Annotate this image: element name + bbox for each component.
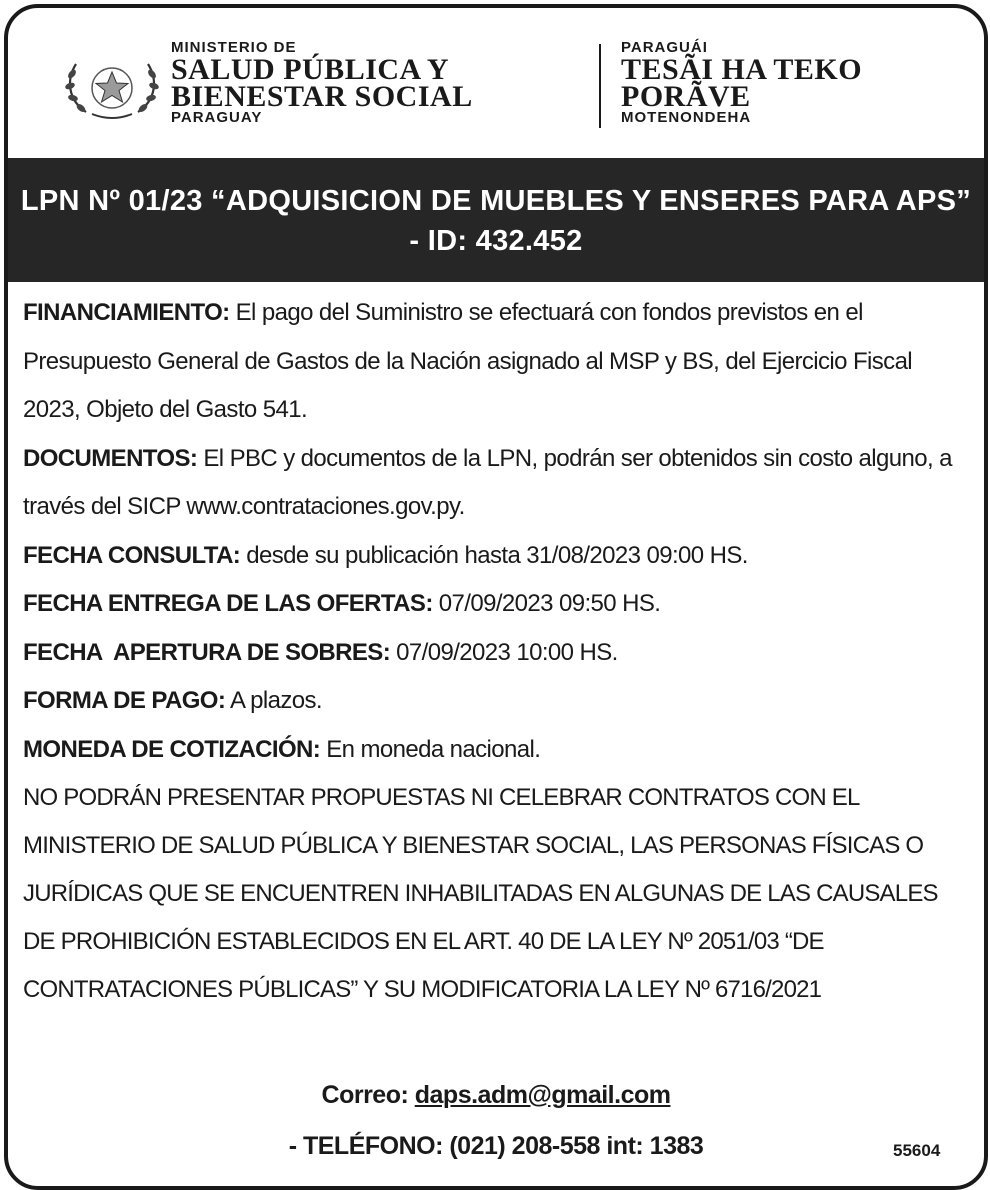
title-line2: - ID: 432.452 <box>409 225 583 257</box>
section-label: FECHA CONSULTA: <box>23 541 241 569</box>
section-label: MONEDA DE COTIZACIÓN: <box>23 735 321 763</box>
header <box>8 8 984 158</box>
section-text: 07/09/2023 09:50 HS. <box>432 590 661 617</box>
section-label: FECHA ENTREGA DE LAS OFERTAS: <box>23 590 433 617</box>
header-divider <box>599 44 601 128</box>
section-label: DOCUMENTOS: <box>23 444 198 472</box>
ad-code: 55604 <box>893 1141 941 1160</box>
ministry-line1: SALUD PÚBLICA Y <box>171 53 450 86</box>
national-emblem-icon <box>62 52 162 124</box>
section-text: A plazos. <box>225 687 323 714</box>
ministry-bottom: PARAGUAY <box>171 109 263 126</box>
title-band <box>8 158 984 282</box>
guarani-bottom: MOTENONDEHA <box>621 109 752 126</box>
guarani-line2: PORÃVE <box>621 80 751 113</box>
prohibition-notice: NO PODRÁN PRESENTAR PROPUESTAS NI CELEBRAR CONTRATOS CON EL MINISTERIO DE SALUD PÚBLICA Y BIENESTAR SOCIAL, LAS PERSONAS FÍSICAS O JURÍDICAS QUE SE ENCUENTREN INHABILITADAS EN ALGUNAS DE LAS CAUSALES DE PROHIBICIÓN ESTABLECIDOS EN EL ART. 40 DE LA LEY Nº 2051/03 “DE CONTRATACIONES PÚBLICAS” Y SU MODIFICATORIA LA LEY Nº 6716/2021 <box>23 784 938 1003</box>
contact-email-line <box>8 1081 984 1110</box>
section-label: FINANCIAMIENTO: <box>23 299 230 326</box>
section-documentos <box>23 435 971 532</box>
ministry-line2: BIENESTAR SOCIAL <box>171 80 473 113</box>
body-text <box>23 289 971 1014</box>
guarani-wordmark <box>621 40 862 126</box>
section-moneda <box>23 726 971 775</box>
section-forma-pago <box>23 677 971 726</box>
section-text: En moneda nacional. <box>320 735 541 763</box>
contact-phone-line: - TELÉFONO: (021) 208-558 int: 1383 <box>288 1132 704 1160</box>
ministry-top: MINISTERIO DE <box>171 39 297 56</box>
section-label: FECHA APERTURA DE SOBRES: <box>23 638 391 666</box>
ministry-wordmark <box>171 40 473 126</box>
section-text: 07/09/2023 10:00 HS. <box>390 638 618 666</box>
section-fecha-entrega <box>23 580 971 629</box>
guarani-top: PARAGUÁI <box>621 39 708 56</box>
title-line1: LPN Nº 01/23 “ADQUISICION DE MUEBLES Y ENSERES PARA APS” <box>20 185 972 217</box>
ad-frame <box>4 4 988 1190</box>
section-fecha-consulta <box>23 532 971 581</box>
section-label: FORMA DE PAGO: <box>23 687 226 714</box>
section-text: El pago del Suministro se efectuará con fondos previstos en el Presupuesto General de Gastos de la Nación asignado al MSP y BS, del Ejercicio Fiscal 2023, Objeto del Gasto 541. <box>23 299 913 423</box>
section-financiamiento <box>23 289 971 435</box>
section-text: El PBC y documentos de la LPN, podrán ser obtenidos sin costo alguno, a través del SICP www.contrataciones.gov.py. <box>23 444 952 520</box>
email-label: Correo: <box>321 1081 415 1109</box>
guarani-line1: TESÃI HA TEKO <box>621 53 863 86</box>
section-text: desde su publicación hasta 31/08/2023 09:00 HS. <box>240 541 748 569</box>
email-link[interactable]: daps.adm@gmail.com <box>414 1081 671 1109</box>
section-fecha-apertura <box>23 629 971 678</box>
